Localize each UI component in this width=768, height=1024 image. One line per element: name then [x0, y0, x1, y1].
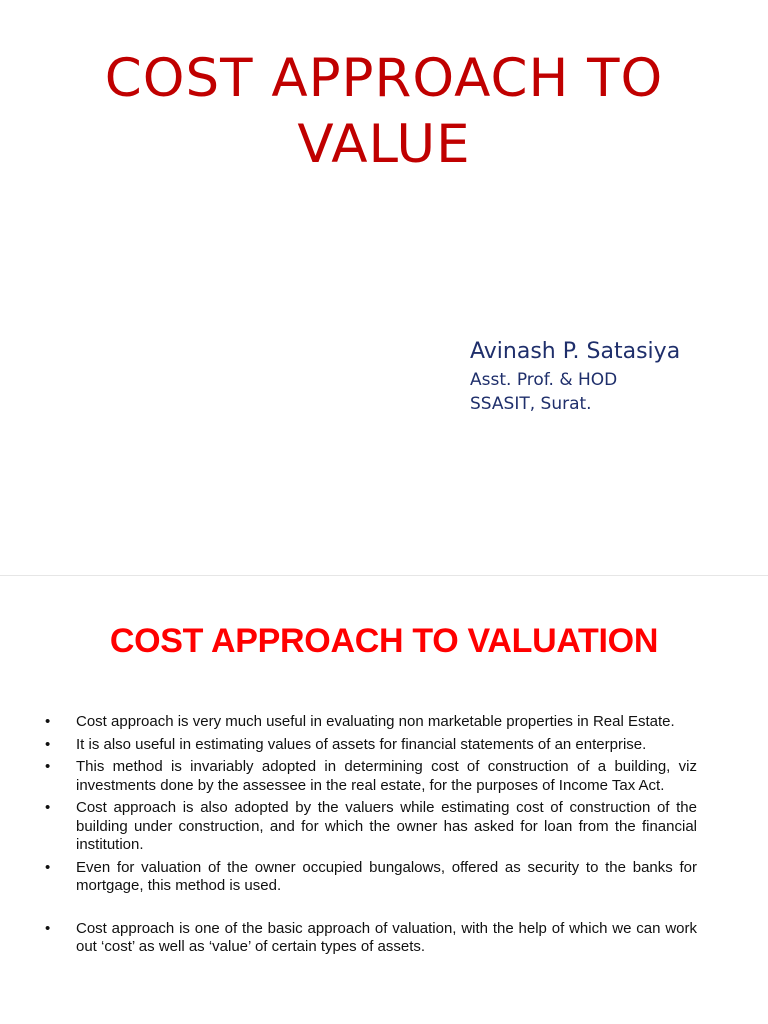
content-slide — [0, 576, 768, 1024]
author-name: Avinash P. Satasiya — [470, 339, 681, 364]
bullet-item: • Even for valuation of the owner occupied bungalows, offered as security to the banks for mortgage, this method is used. — [45, 859, 697, 896]
author-role: Asst. Prof. & HOD — [470, 370, 618, 390]
bullet-item: • Cost approach is one of the basic approach of valuation, with the help of which we can work out ‘cost’ as well as ‘value’ of certain types of assets. — [45, 920, 697, 957]
bullet-item: • It is also useful in estimating values of assets for financial statements of an enterprise. — [45, 736, 697, 755]
bullet-item: • Cost approach is very much useful in evaluating non marketable properties in Real Estate. — [45, 713, 697, 732]
author-block — [470, 336, 680, 416]
bullet-list — [45, 713, 697, 961]
content-slide-title: COST APPROACH TO VALUATION — [109, 622, 659, 660]
bullet-item: • Cost approach is also adopted by the valuers while estimating cost of construction of the building under construction, and for which the owner has asked for loan from the financial institution. — [45, 799, 697, 855]
slide-title-line-1: COST APPROACH TO — [104, 48, 664, 109]
author-institute: SSASIT, Surat. — [470, 394, 592, 414]
slide-title-line-2: VALUE — [297, 114, 471, 175]
slide-title — [0, 46, 768, 178]
bullet-item: • This method is invariably adopted in determining cost of construction of a building, viz investments done by the assessee in the real estate, for the purposes of Income Tax Act. — [45, 758, 697, 795]
